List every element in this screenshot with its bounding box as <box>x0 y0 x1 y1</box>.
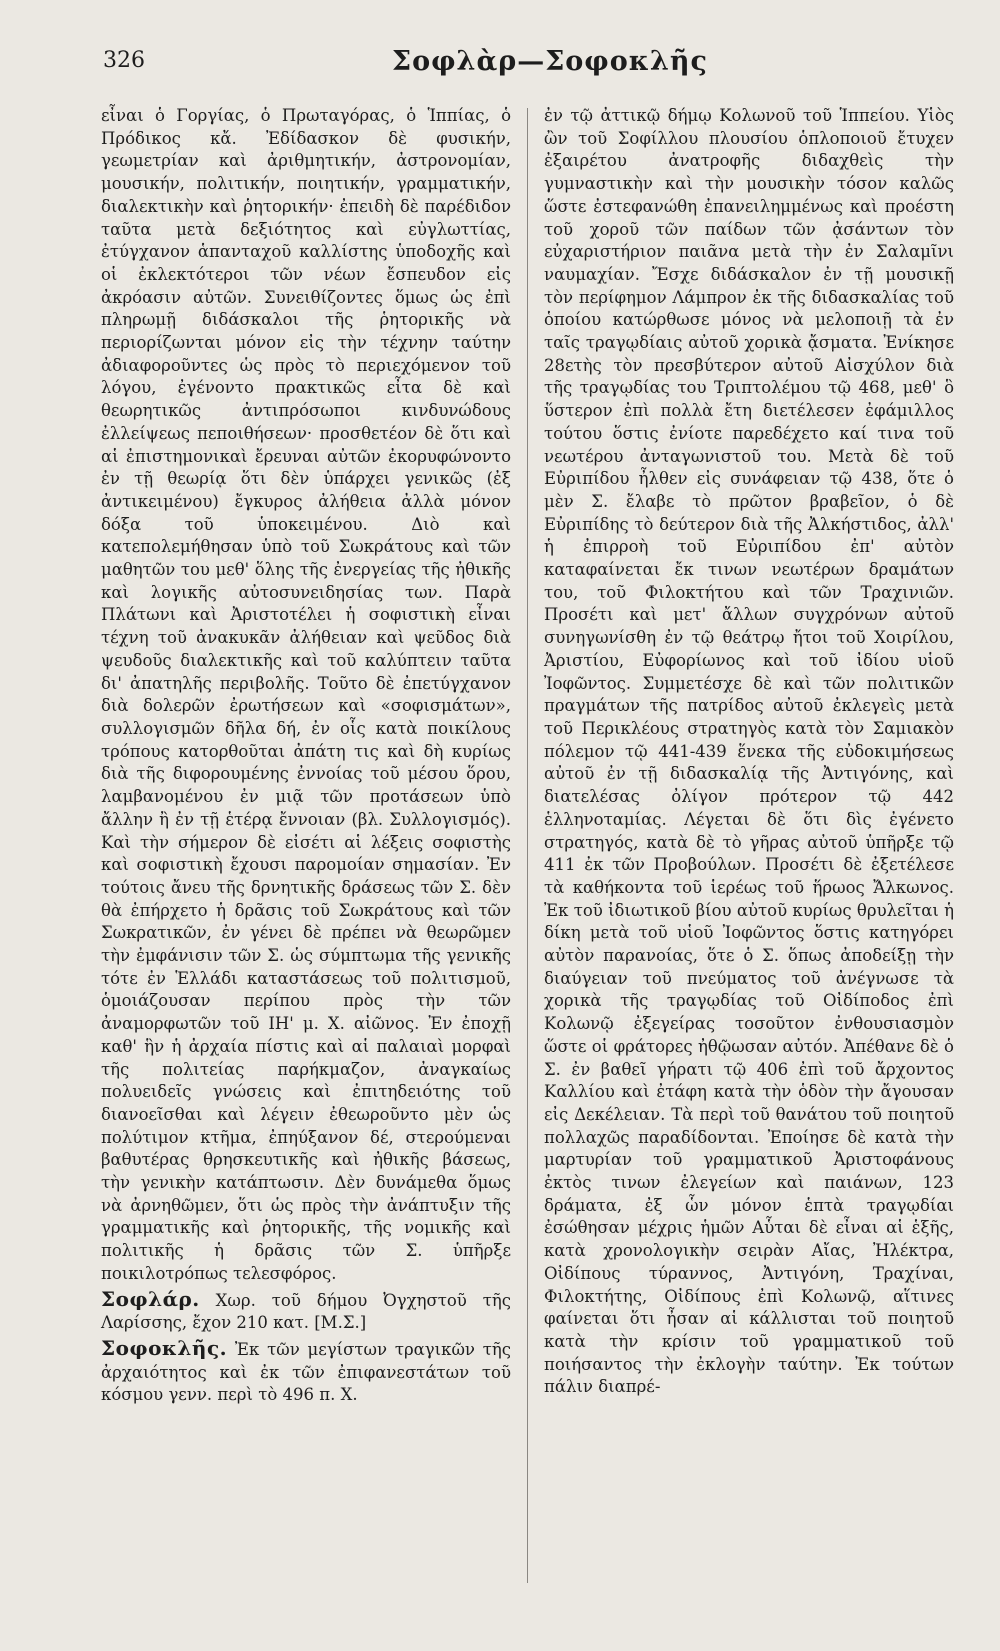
sophists-paragraph: εἶναι ὁ Γοργίας, ὁ Πρωταγόρας, ὁ Ἱππίας, ὁ Πρόδικος κἄ. Ἐδίδασκον δὲ φυσικήν, γεωμετρίαν καὶ ἀριθμητικήν, ἀστρονομίαν, μουσικήν, πολιτικήν, ποιητικήν, γραμματικήν, διαλεκτικὴν καὶ ῥητορικήν· ἐπειδὴ δὲ παρέδιδον ταῦτα μετὰ δεξιότητος καὶ εὐγλωττίας, ἐτύγχανον ἁπανταχοῦ καλλίστης ὑποδοχῆς καὶ οἱ ἐκλεκτότεροι τῶν νέων ἔσπευδον εἰς ἀκρόασιν αὐτῶν. Συνειθίζοντες ὅμως ὡς ἐπὶ πληρωμῇ διδάσκαλοι τῆς ῥητορικῆς νὰ περιορίζωνται μόνον εἰς τὴν τέχνην ταύτην ἀδιαφοροῦντες ὡς πρὸς τὸ περιεχόμενον τοῦ λόγου, ἐγένοντο πρακτικῶς εἶτα δὲ καὶ θεωρητικῶς ἀντιπρόσωποι κινδυνώδους ἐλλείψεως πεποιθήσεων· προσθετέον δὲ ὅτι καὶ αἱ ἐπιστημονικαὶ ἔρευναι αὐτῶν ἐκορυφώνοντο ἐν τῇ θεωρίᾳ ὅτι δὲν ὑπάρχει γενικῶς (ἐξ ἀντικειμένου) ἔγκυρος ἀλήθεια ἀλλὰ μόνον δόξα τοῦ ὑποκειμένου. Διὸ καὶ κατεπολεμήθησαν ὑπὸ τοῦ Σωκράτους καὶ τῶν μαθητῶν του μεθ' ὅλης τῆς ἐνεργείας τῆς ἠθικῆς καὶ λογικῆς αὐτοσυνειδησίας των. Παρὰ Πλάτωνι καὶ Ἀριστοτέλει ἡ σοφιστικὴ εἶναι τέχνη τοῦ ἀνακυκᾶν ἀλήθειαν καὶ ψεῦδος διὰ ψευδοῦς διαλεκτικῆς καὶ τοῦ καλύπτειν ταῦτα δι' ἀπατηλῆς περιβολῆς. Τοῦτο δὲ ἐπετύγχανον διὰ δολερῶν ἐρωτήσεων καὶ «σοφισμάτων», συλλογισμῶν δῆλα δή, ἐν οἷς κατὰ ποικίλους τρόπους κατορθοῦται ἀπάτη τις καὶ δὴ κυρίως διὰ τῆς διφορουμένης ἐννοίας τοῦ μέσου ὅρου, λαμβανομένου ἐν μιᾷ τῶν προτάσεων ὑπὸ ἄλλην ἢ ἐν τῇ ἑτέρᾳ ἔννοιαν (βλ. Συλλογισμός). Καὶ τὴν σήμερον δὲ εἰσέτι αἱ λέξεις σοφιστὴς καὶ σοφιστικὴ ἔχουσι παρομοίαν σημασίαν. Ἐν τούτοις ἄνευ τῆς δρνητικῆς δράσεως τῶν Σ. δὲν θὰ ἐπήρχετο ἡ δρᾶσις τοῦ Σωκράτους καὶ τῶν Σωκρατικῶν, ἐν γένει δὲ πρέπει νὰ θεωρῶμεν τὴν ἐμφάνισιν τῶν Σ. ὡς σύμπτωμα τῆς γενικῆς τότε ἐν Ἑλλάδι καταστάσεως τοῦ πολιτισμοῦ, ὁμοιάζουσαν περίπου πρὸς τὴν τῶν ἀναμορφωτῶν τοῦ ΙΗ' μ. Χ. αἰῶνος. Ἐν ἐποχῇ καθ' ἣν ἡ ἀρχαία πίστις καὶ αἱ παλαιαὶ μορφαὶ τῆς πολιτείας παρήκμαζον, ἀναγκαίως πολυειδεῖς γνώσεις καὶ ἐπιτηδειότης τοῦ διανοεῖσθαι καὶ λέγειν ἐθεωροῦντο μὲν ὡς πολύτιμον κτῆμα, ἐπηύξανον δέ, στερούμεναι βαθυτέρας θρησκευτικῆς καὶ ἠθικῆς βάσεως, τὴν γενικὴν κατάπτωσιν. Δὲν δυνάμεθα ὅμως νὰ ἀρνηθῶμεν, ὅτι ὡς πρὸς τὴν ἀνάπτυξιν τῆς γραμματικῆς καὶ ῥητορικῆς, τῆς νομικῆς καὶ πολιτικῆς ἡ δρᾶσις τῶν Σ. ὑπῆρξε ποικιλοτρόπως τελεσφόρος. <box>101 106 511 1283</box>
page-number: 326 <box>103 48 145 73</box>
sophocles-paragraph: ἐν τῷ ἀττικῷ δήμῳ Κολωνοῦ τοῦ Ἱππείου. Υἱὸς ὢν τοῦ Σοφίλλου πλουσίου ὁπλοποιοῦ ἔτυχεν ἐξαιρέτου ἀνατροφῆς διδαχθεὶς τὴν γυμναστικὴν καὶ τὴν μουσικὴν τόσον καλῶς ὥστε ἐστεφανώθη ἐπανειλημμένως καὶ προέστη τοῦ χοροῦ τῶν παίδων τῶν ᾀσάντων τὸν εὐχαριστήριον παιᾶνα μετὰ τὴν ἐν Σαλαμῖνι ναυμαχίαν. Ἔσχε διδάσκαλον ἐν τῇ μουσικῇ τὸν περίφημον Λάμπρον ἐκ τῆς διδασκαλίας τοῦ ὁποίου κατώρθωσε μόνος νὰ μελοποιῇ τὰ ἐν ταῖς τραγῳδίαις αὐτοῦ χορικὰ ᾄσματα. Ἐνίκησε 28ετὴς τὸν πρεσβύτερον αὐτοῦ Αἰσχύλον διὰ τῆς τραγῳδίας του Τριπτολέμου τῷ 468, μεθ' ὃ ὕστερον ἐπὶ πολλὰ ἔτη διετέλεσεν ἐφάμιλλος τούτου ὅστις ἐνίοτε παρεδέχετο καί τινα τοῦ νεωτέρου ἀνταγωνιστοῦ του. Μετὰ δὲ τοῦ Εὐριπίδου ἦλθεν εἰς συνάφειαν τῷ 438, ὅτε ὁ μὲν Σ. ἔλαβε τὸ πρῶτον βραβεῖον, ὁ δὲ Εὐριπίδης τὸ δεύτερον διὰ τῆς Ἀλκήστιδος, ἀλλ' ἡ ἐπιρροὴ τοῦ Εὐριπίδου ἐπ' αὐτὸν καταφαίνεται ἔκ τινων νεωτέρων δραμάτων του, τοῦ Φιλοκτήτου καὶ τῶν Τραχινιῶν. Προσέτι καὶ μετ' ἄλλων συγχρόνων αὐτοῦ συνηγωνίσθη ἐν τῷ θεάτρῳ ἤτοι τοῦ Χοιρίλου, Ἀριστίου, Εὐφορίωνος καὶ τοῦ ἰδίου υἱοῦ Ἰοφῶντος. Συμμετέσχε δὲ καὶ τῶν πολιτικῶν πραγμάτων τῆς πατρίδος αὐτοῦ ἐκλεγεὶς μετὰ τοῦ Περικλέους στρατηγὸς κατὰ τὸν Σαμιακὸν πόλεμον τῷ 441-439 ἕνεκα τῆς εὐδοκιμήσεως αὐτοῦ ἐν τῇ διδασκαλίᾳ τῆς Ἀντιγόνης, καὶ διατελέσας ὀλίγον πρότερον τῷ 442 ἑλληνοταμίας. Λέγεται δὲ ὅτι δὶς ἐγένετο στρατηγός, κατὰ δὲ τὸ γῆρας αὐτοῦ ὑπῆρξε τῷ 411 ἐκ τῶν Προβούλων. Προσέτι δὲ ἐξετέλεσε τὰ καθήκοντα τοῦ ἱερέως τοῦ ἥρωος Ἄλκωνος. Ἐκ τοῦ ἰδιωτικοῦ βίου αὐτοῦ κυρίως θρυλεῖται ἡ δίκη μετὰ τοῦ υἱοῦ Ἰοφῶντος ὅστις κατηγόρει αὐτὸν παρανοίας, ὅτε ὁ Σ. ὅπως ἀποδείξῃ τὴν διαύγειαν τοῦ πνεύματος τοῦ ἀνέγνωσε τὰ χορικὰ τῆς τραγῳδίας τοῦ Οἰδίποδος ἐπὶ Κολωνῷ ἐξεγείρας τοσοῦτον ἐνθουσιασμὸν ὥστε οἱ φράτορες ἠθῷωσαν αὐτόν. Ἀπέθανε δὲ ὁ Σ. ἐν βαθεῖ γήρατι τῷ 406 ἐπὶ τοῦ ἄρχοντος Καλλίου καὶ ἐτάφη κατὰ τὴν ὁδὸν τὴν ἄγουσαν εἰς Δεκέλειαν. Τὰ περὶ τοῦ θανάτου τοῦ ποιητοῦ πολλαχῶς παραδίδονται. Ἐποίησε δὲ κατὰ τὴν μαρτυρίαν τοῦ γραμματικοῦ Ἀριστοφάνους ἐκτὸς τινων ἐλεγείων καὶ παιάνων, 123 δράματα, ἐξ ὧν μόνον ἑπτὰ τραγῳδίαι ἐσώθησαν μέχρις ἡμῶν Αὗται δὲ εἶναι αἱ ἑξῆς, κατὰ χρονολογικὴν σειρὰν Αἴας, Ἠλέκτρα, Οἰδίπους τύραννος, Ἀντιγόνη, Τραχίναι, Φιλοκτήτης, Οἰδίπους ἐπὶ Κολωνῷ, αἵτινες φαίνεται ὅτι ἦσαν αἱ κάλλισται τοῦ ποιητοῦ κατὰ τὴν κρίσιν τοῦ γραμματικοῦ τοῦ ποιήσαντος τὴν ἐκλογὴν ταύτην. Ἐκ τούτων πάλιν διαπρέ- <box>544 106 954 1397</box>
left-column <box>101 105 511 1409</box>
entry-sophocles <box>101 1337 511 1407</box>
entry-sophlar <box>101 1288 511 1335</box>
running-title: Σοφλὰρ—Σοφοκλῆς <box>392 46 708 77</box>
entry-headword: Σοφλάρ. <box>101 1286 200 1311</box>
right-column <box>544 105 954 1401</box>
entry-headword: Σοφοκλῆς. <box>101 1335 228 1360</box>
entry-text: Ἐκ τῶν μεγίστων τραγικῶν τῆς ἀρχαιότητος καὶ ἐκ τῶν ἐπιφανεστάτων τοῦ κόσμου γενν. περὶ τὸ 496 π. Χ. <box>101 1339 511 1405</box>
entry-text: Χωρ. τοῦ δήμου Ὀγχηστοῦ τῆς Λαρίσσης, ἔχον 210 κατ. [Μ.Σ.] <box>101 1290 511 1333</box>
column-divider <box>527 108 528 1583</box>
page-header <box>0 48 1000 88</box>
